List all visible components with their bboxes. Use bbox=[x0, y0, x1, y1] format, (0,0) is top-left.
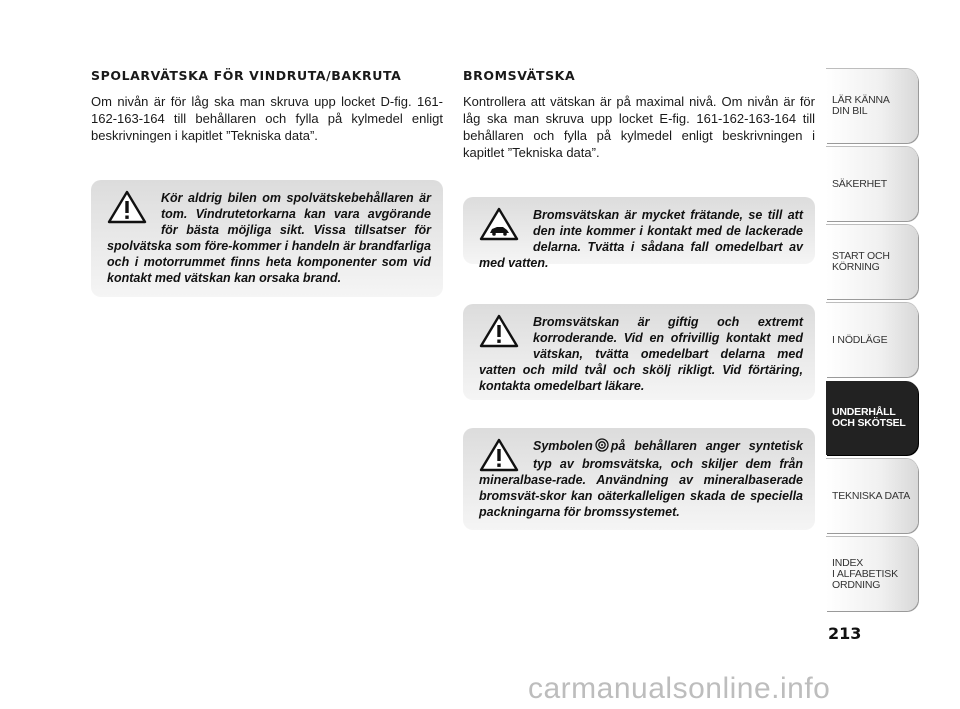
washer-fluid-warning-box bbox=[91, 180, 443, 297]
tab-label: UNDERHÅLL OCH SKÖTSEL bbox=[832, 406, 906, 429]
warning-triangle-icon bbox=[479, 314, 519, 348]
tab-i-nodlage[interactable] bbox=[826, 303, 918, 377]
tab-label: I NÖDLÄGE bbox=[832, 333, 888, 346]
brake-toxic-warning-text: Bromsvätskan är giftig och extremt korroderande. Vid en ofrivillig kontakt med vätskan, tvätta omedelbart delarna med vatten och mild tvål och skölj rikligt. Vid förtäring, kontakta omedelbart läkare. bbox=[479, 315, 803, 393]
tab-label: START OCH KÖRNING bbox=[832, 250, 890, 273]
brake-fluid-heading: BROMSVÄTSKA bbox=[463, 68, 576, 83]
tab-start-och-korning[interactable] bbox=[826, 225, 918, 299]
tab-lar-kanna-din-bil[interactable] bbox=[826, 69, 918, 143]
tab-underhall-och-skotsel[interactable] bbox=[826, 381, 918, 455]
washer-fluid-body: Om nivån är för låg ska man skruva upp locket D-fig. 161-162-163-164 till behållaren och fylla på kylmedel enligt beskrivningen i kapitlet ”Tekniska data”. bbox=[91, 94, 443, 143]
washer-fluid-heading: SPOLARVÄTSKA FÖR VINDRUTA/BAKRUTA bbox=[91, 68, 402, 83]
washer-fluid-warning-text: Kör aldrig bilen om spolvätskebehållaren är tom. Vindrutetorkarna kan vara avgörande för bästa möjliga sikt. Vissa tillsatser för spolvätska som före-kommer i handeln är brandfarliga och i motorrummet finns heta komponenter som vid kontakt med vätskan kan orsaka brand. bbox=[107, 191, 431, 285]
tab-label: TEKNISKA DATA bbox=[832, 489, 911, 502]
car-paint-warning-icon bbox=[479, 207, 519, 241]
brake-toxic-warning-box bbox=[463, 304, 815, 400]
brake-synthetic-warning-box bbox=[463, 428, 815, 530]
tab-label: SÄKERHET bbox=[832, 177, 887, 190]
brake-synthetic-warning-text-end: på behållaren anger syntetisk typ av bromsvätska, och skiljer dem från mineralbase-rade. Användning av mineralbaserade bromsvät-skor kan oäterkalleligen skada de speciella packningarna för bromssystemet. bbox=[479, 439, 803, 519]
chapter-tabs bbox=[826, 69, 918, 615]
brake-fluid-body: Kontrollera att vätskan är på maximal nivå. Om nivån är för låg ska man skruva upp locket E-fig. 161-162-163-164 till behållaren och fylla på kylmedel enligt beskrivningen i kapitlet ”Tekniska data”. bbox=[463, 94, 815, 160]
right-column bbox=[463, 68, 815, 161]
brake-synthetic-warning-text-start: Symbolen bbox=[533, 439, 593, 453]
synthetic-fluid-symbol-icon bbox=[595, 438, 609, 456]
page-number: 213 bbox=[828, 624, 862, 643]
tab-index[interactable] bbox=[826, 537, 918, 611]
tab-label: LÄR KÄNNA DIN BIL bbox=[832, 94, 890, 117]
tab-label: INDEX I ALFABETISK ORDNING bbox=[832, 556, 898, 591]
warning-triangle-icon bbox=[479, 438, 519, 472]
brake-paint-warning-text: Bromsvätskan är mycket frätande, se till att den inte kommer i kontakt med de lackerade delarna. Tvätta i sådana fall omedelbart av med vatten. bbox=[479, 208, 803, 270]
tab-tekniska-data[interactable] bbox=[826, 459, 918, 533]
warning-triangle-icon bbox=[107, 190, 147, 224]
left-column bbox=[91, 68, 443, 144]
brake-paint-warning-box bbox=[463, 197, 815, 270]
tab-sakerhet[interactable] bbox=[826, 147, 918, 221]
watermark: carmanualsonline.info bbox=[528, 672, 831, 705]
